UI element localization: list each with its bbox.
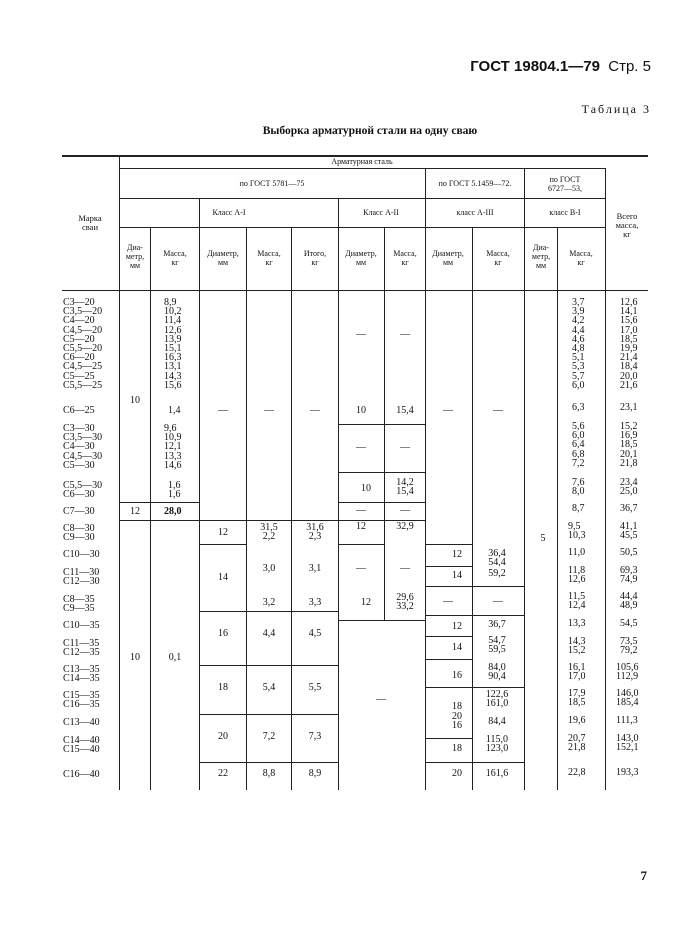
rule-v: [557, 228, 558, 790]
b1-mass-g15: 20,7 21,8: [568, 733, 586, 754]
marks-g1: С3—20 С3,5—20 С4—20 С4,5—20 С5—20 С5,5—20 С6—20 С4,5—25 С5—25 С5,5—25: [63, 297, 103, 391]
a1-total: 8,9: [308, 768, 322, 779]
rule-v: [605, 168, 606, 790]
a3-diam: 18: [452, 701, 462, 712]
marks-g16: С16—40: [63, 769, 100, 780]
a1-total: 3,3: [308, 597, 322, 608]
a3-mass: 161,6: [485, 768, 509, 779]
a1-first-mass: 0,1: [168, 652, 182, 663]
a3-diam: 16: [452, 670, 462, 681]
rule: [120, 502, 200, 503]
dash: —: [356, 329, 366, 340]
a1-diam: 20: [218, 731, 228, 742]
a3-mass: 84,0 90,4: [488, 662, 506, 683]
total-g3: 15,2 16,9 18,5 20,1 21,8: [620, 421, 638, 469]
a3-mass: 115,0 123,0: [485, 734, 509, 755]
a1-mass: 31,5 2,2: [260, 522, 278, 543]
total-g4: 23,4 25,0: [620, 477, 638, 498]
col-class-b1: класс В-I: [549, 208, 581, 217]
rule-v: [150, 228, 151, 790]
marks-g15: С14—40 С15—40: [63, 735, 100, 756]
b1-mass-g5: 8,7: [572, 503, 585, 514]
b1-mass-g13: 17,9 18,5: [568, 688, 586, 709]
total-g1: 12,6 14,1 15,6 17,0 18,5 19,9 21,4 18,4 20,0 21,6: [620, 297, 638, 391]
a1-total: 5,5: [308, 682, 322, 693]
a1-diam: 18: [218, 682, 228, 693]
col-a1-diam-first: Диа- метр, мм: [125, 243, 145, 271]
total-g16: 193,3: [616, 767, 639, 778]
a3-diam: 18: [452, 743, 462, 754]
rule: [425, 738, 472, 739]
b1-mass-g1: 3,7 3,9 4,2 4,4 4,6 4,8 5,1 5,3 5,7 6,0: [572, 297, 585, 391]
rule: [120, 168, 606, 169]
a2-diam: 12: [356, 521, 366, 532]
a3-mass: 54,7 59,5: [488, 635, 506, 656]
total-g2: 23,1: [620, 402, 638, 413]
total-g15: 143,0 152,1: [616, 733, 639, 754]
rule: [425, 615, 524, 616]
total-g7: 50,5: [620, 547, 638, 558]
dash: —: [493, 405, 503, 416]
rule: [425, 687, 524, 688]
dash: —: [218, 405, 228, 416]
marks-g11: С11—35 С12—35: [63, 638, 100, 659]
rule: [200, 520, 338, 521]
rule-v: [338, 198, 339, 790]
page-ref: Стр. 5: [608, 58, 651, 75]
b1-mass-g2: 6,3: [572, 402, 585, 413]
total-g12: 105,6 112,9: [616, 662, 639, 683]
rule-v: [425, 168, 426, 790]
rule: [120, 198, 606, 199]
col-reinforcing-steel: Арматурная сталь: [331, 157, 393, 166]
col-class-a3: класс А-III: [456, 208, 494, 217]
a3-diam: 20 16: [452, 711, 462, 732]
col-gost-5-1459: по ГОСТ 5.1459—72.: [438, 179, 512, 188]
dash: —: [376, 694, 386, 705]
a3-mass: 36,4 54,4: [488, 548, 506, 569]
a2-mass: 14,2 15,4: [396, 477, 414, 498]
marks-g8: С11—30 С12—30: [63, 567, 100, 588]
rule: [120, 227, 606, 228]
b1-mass-g3: 5,6 6,0 6,4 6,8 7,2: [572, 421, 585, 469]
a1-first-diam: 10: [130, 395, 140, 406]
col-a2-diam: Диаметр, мм: [345, 249, 377, 268]
dash: —: [493, 596, 503, 607]
a1-diam: 14: [218, 572, 228, 583]
b1-mass-g12: 16,1 17,0: [568, 662, 586, 683]
a3-mass: 122,6 161,0: [485, 689, 509, 710]
dash: —: [443, 405, 453, 416]
col-a1-mass-first: Масса, кг: [163, 249, 187, 268]
dash: —: [264, 405, 274, 416]
marks-g6: С8—30 С9—30: [63, 523, 95, 544]
rule: [425, 566, 472, 567]
rule: [425, 659, 472, 660]
dash: —: [400, 505, 410, 516]
total-g10: 54,5: [620, 618, 638, 629]
total-g14: 111,3: [616, 715, 638, 726]
rule: [200, 665, 338, 666]
col-class-a2: Класс А-II: [363, 208, 399, 217]
total-g5: 36,7: [620, 503, 638, 514]
rule-v: [384, 228, 385, 620]
a1-mass: 5,4: [262, 682, 276, 693]
dash: —: [443, 596, 453, 607]
a2-diam: 12: [361, 597, 371, 608]
dash: —: [356, 505, 366, 516]
b1-diam: 5: [540, 533, 546, 544]
rule: [338, 620, 425, 621]
a2-diam: 10: [361, 483, 371, 494]
marks-g9: С8—35 С9—35: [63, 594, 95, 615]
rule: [200, 714, 338, 715]
rule: [200, 611, 338, 612]
a1-mass: 8,8: [262, 768, 276, 779]
rule: [425, 544, 472, 545]
table-label: Таблица 3: [581, 102, 651, 116]
a2-diam: 10: [356, 405, 366, 416]
a1-total: 7,3: [308, 731, 322, 742]
b1-mass-g14: 19,6: [568, 715, 586, 726]
table-title: Выборка арматурной стали на одну сваю: [262, 125, 478, 137]
b1-mass-g6: 9,5 10,3: [568, 521, 586, 542]
total-g13: 146,0 185,4: [616, 688, 639, 709]
col-a3-diam: Диаметр, мм: [432, 249, 464, 268]
col-b1-mass: Масса, кг: [569, 249, 593, 268]
b1-mass-g4: 7,6 8,0: [572, 477, 585, 498]
dash: —: [400, 442, 410, 453]
a3-mass: 36,7: [488, 619, 506, 630]
rule-v: [119, 156, 120, 790]
marks-g3: С3—30 С3,5—30 С4—30 С4,5—30 С5—30: [63, 423, 103, 471]
total-g11: 73,5 79,2: [620, 636, 638, 657]
rule: [200, 762, 338, 763]
a1-first-diam: 12: [130, 506, 140, 517]
col-gost-5781: по ГОСТ 5781—75: [239, 179, 305, 188]
rule: [120, 520, 200, 521]
rule-v: [291, 228, 292, 790]
dash: —: [310, 405, 320, 416]
a3-mass: 84,4: [488, 716, 506, 727]
marks-g12: С13—35 С14—35: [63, 664, 100, 685]
rule-v: [199, 198, 200, 790]
marks-g7: С10—30: [63, 549, 100, 560]
col-b1-diam: Диа- метр, мм: [531, 243, 551, 271]
dash: —: [356, 563, 366, 574]
col-class-a1: Класс А-I: [212, 208, 246, 217]
marks-g10: С10—35: [63, 620, 100, 631]
a1-mass: 4,4: [262, 628, 276, 639]
col-a3-mass: Масса, кг: [486, 249, 510, 268]
a1-mass: 7,2: [262, 731, 276, 742]
col-a2-mass: Масса, кг: [393, 249, 417, 268]
a1-total: 4,5: [308, 628, 322, 639]
b1-mass-g8: 11,8 12,6: [568, 565, 586, 586]
b1-mass-g16: 22,8: [568, 767, 586, 778]
a3-mass: 59,2: [488, 568, 506, 579]
page-header: [0, 58, 651, 75]
marks-g13: С15—35 С16—35: [63, 690, 100, 711]
a3-diam: 14: [452, 642, 462, 653]
rule: [425, 586, 524, 587]
a3-diam: 12: [452, 621, 462, 632]
col-gost-6727: по ГОСТ 6727—53,: [548, 175, 582, 194]
rule-v: [524, 168, 525, 790]
total-g8: 69,3 74,9: [620, 565, 638, 586]
a1-mass: 3,0: [262, 563, 276, 574]
a1-first-mass-g5: 28,0: [164, 506, 182, 517]
page-number: 7: [640, 868, 647, 883]
b1-mass-g10: 13,3: [568, 618, 586, 629]
rule: [200, 544, 247, 545]
rule-v: [246, 228, 247, 790]
b1-mass-g7: 11,0: [568, 547, 586, 558]
dash: —: [400, 563, 410, 574]
total-g6: 41,1 45,5: [620, 521, 638, 542]
a1-diam: 22: [218, 768, 228, 779]
a1-first-mass-g1: 8,9 10,2 11,4 12,6 13,9 15,1 16,3 13,1 14,3 15,6: [164, 297, 182, 391]
marks-g2: С6—25: [63, 405, 95, 416]
a1-first-mass-g3: 9,6 10,9 12,1 13,3 14,6: [164, 423, 182, 471]
gost-number: ГОСТ 19804.1—79: [470, 58, 600, 75]
a1-total: 3,1: [308, 563, 322, 574]
col-a1-total: Итого, кг: [303, 249, 327, 268]
rule-v: [472, 228, 473, 790]
a1-total: 31,6 2,3: [306, 522, 324, 543]
a1-mass: 3,2: [262, 597, 276, 608]
col-pile-mark: Марка сваи: [78, 213, 102, 233]
b1-mass-g11: 14,3 15,2: [568, 636, 586, 657]
a1-first-diam: 10: [130, 652, 140, 663]
rule: [338, 424, 425, 425]
a2-mass: 15,4: [396, 405, 414, 416]
marks-g5: С7—30: [63, 506, 95, 517]
a1-diam: 16: [218, 628, 228, 639]
marks-g14: С13—40: [63, 717, 100, 728]
rule: [338, 502, 425, 503]
dash: —: [356, 442, 366, 453]
a1-first-mass-g4: 1,6 1,6: [168, 480, 181, 501]
a2-mass: 29,6 33,2: [396, 592, 414, 613]
a1-first-mass-g2: 1,4: [168, 405, 181, 416]
rule: [338, 544, 385, 545]
col-a1-diam: Диаметр, мм: [207, 249, 239, 268]
total-g9: 44,4 48,9: [620, 591, 638, 612]
a2-mass: 32,9: [396, 521, 414, 532]
rule: [425, 762, 524, 763]
col-total: Всего масса, кг: [615, 211, 639, 240]
col-a1-mass: Масса, кг: [257, 249, 281, 268]
marks-g4: С5,5—30 С6—30: [63, 480, 103, 501]
a3-diam: 20: [452, 768, 462, 779]
rule: [425, 636, 472, 637]
dash: —: [400, 329, 410, 340]
a1-diam: 12: [218, 527, 228, 538]
a3-diam: 14: [452, 570, 462, 581]
rule: [338, 472, 425, 473]
a3-diam: 12: [452, 549, 462, 560]
b1-mass-g9: 11,5 12,4: [568, 591, 586, 612]
